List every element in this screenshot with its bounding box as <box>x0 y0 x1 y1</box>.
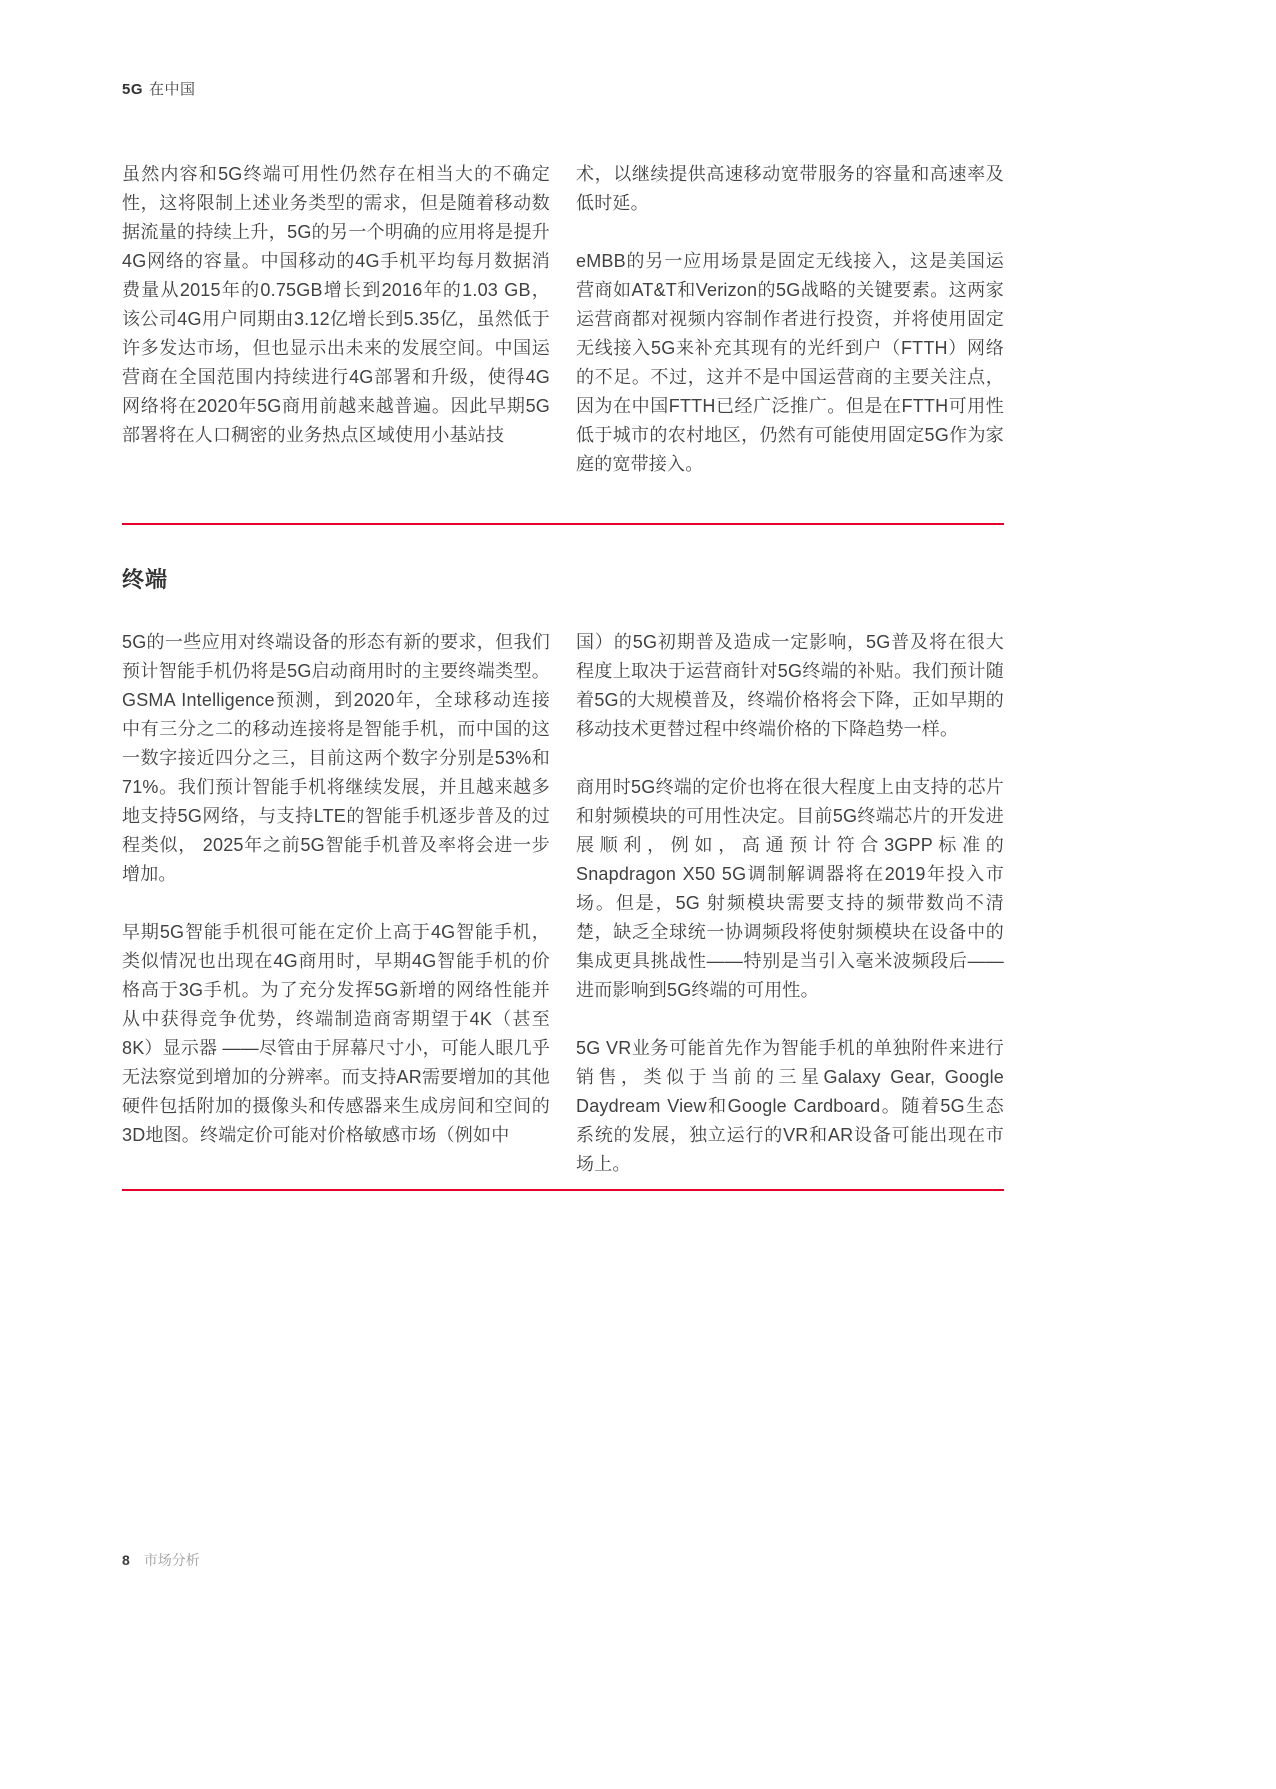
intro-section <box>122 160 1004 479</box>
intro-left-column <box>122 160 550 479</box>
header-title: 在中国 <box>149 81 196 98</box>
section-divider-top <box>122 523 1004 525</box>
page-header <box>122 78 196 99</box>
paragraph: 虽然内容和5G终端可用性仍然存在相当大的不确定性，这将限制上述业务类型的需求，但是随着移动数据流量的持续上升，5G的另一个明确的应用将是提升4G网络的容量。中国移动的4G手机平均每月数据消费量从2015年的0.75GB增长到2016年的1.03 GB，该公司4G用户同期由3.12亿增长到5.35亿，虽然低于许多发达市场，但也显示出未来的发展空间。中国运营商在全国范围内持续进行4G部署和升级，使得4G网络将在2020年5G商用前越来越普遍。因此早期5G部署将在人口稠密的业务热点区域使用小基站技 <box>122 164 550 445</box>
section-heading-terminal: 终端 <box>122 567 169 592</box>
header-brand: 5G <box>122 81 144 98</box>
paragraph: 国）的5G初期普及造成一定影响，5G普及将在很大程度上取决于运营商针对5G终端的补贴。我们预计随着5G的大规模普及，终端价格将会下降，正如早期的移动技术更替过程中终端价格的下降趋势一样。 <box>576 632 1004 739</box>
page-footer <box>122 1550 200 1570</box>
paragraph: eMBB的另一应用场景是固定无线接入，这是美国运营商如AT&T和Verizon的5G战略的关键要素。这两家运营商都对视频内容制作者进行投资，并将使用固定无线接入5G来补充其现有的光纤到户（FTTH）网络的不足。不过，这并不是中国运营商的主要关注点，因为在中国FTTH已经广泛推广。但是在FTTH可用性低于城市的农村地区，仍然有可能使用固定5G作为家庭的宽带接入。 <box>576 251 1004 474</box>
intro-right-column <box>576 160 1004 479</box>
terminal-right-column <box>576 628 1004 1179</box>
terminal-section <box>122 628 1004 1179</box>
footer-section-label: 市场分析 <box>143 1552 200 1568</box>
terminal-left-column <box>122 628 550 1179</box>
paragraph: 早期5G智能手机很可能在定价上高于4G智能手机，类似情况也出现在4G商用时，早期4G智能手机的价格高于3G手机。为了充分发挥5G新增的网络性能并从中获得竞争优势，终端制造商寄期望于4K（甚至8K）显示器 ——尽管由于屏幕尺寸小，可能人眼几乎无法察觉到增加的分辨率。而支持AR需要增加的其他硬件包括附加的摄像头和传感器来生成房间和空间的3D地图。终端定价可能对价格敏感市场（例如中 <box>122 922 551 1145</box>
paragraph: 术，以继续提供高速移动宽带服务的容量和高速率及低时延。 <box>576 164 1004 213</box>
paragraph: 5G VR业务可能首先作为智能手机的单独附件来进行销售，类似于当前的三星Galaxy Gear, Google Daydream View和Google Cardboard。随着5G生态系统的发展，独立运行的VR和AR设备可能出现在市场上。 <box>576 1038 1004 1174</box>
paragraph: 商用时5G终端的定价也将在很大程度上由支持的芯片和射频模块的可用性决定。目前5G终端芯片的开发进展顺利，例如，高通预计符合3GPP标准的Snapdragon X50 5G调制解调器将在2019年投入市场。但是，5G 射频模块需要支持的频带数尚不清楚，缺乏全球统一协调频段将使射频模块在设备中的集成更具挑战性——特别是当引入毫米波频段后——进而影响到5G终端的可用性。 <box>576 777 1004 1000</box>
page-number: 8 <box>122 1552 130 1568</box>
page-content <box>122 160 1004 1191</box>
paragraph: 5G的一些应用对终端设备的形态有新的要求，但我们预计智能手机仍将是5G启动商用时的主要终端类型。GSMA Intelligence预测，到2020年，全球移动连接中有三分之二的移动连接将是智能手机，而中国的这一数字接近四分之三，目前这两个数字分别是53%和71%。我们预计智能手机将继续发展，并且越来越多地支持5G网络，与支持LTE的智能手机逐步普及的过程类似， 2025年之前5G智能手机普及率将会进一步增加。 <box>122 632 550 884</box>
section-divider-bottom <box>122 1189 1004 1191</box>
